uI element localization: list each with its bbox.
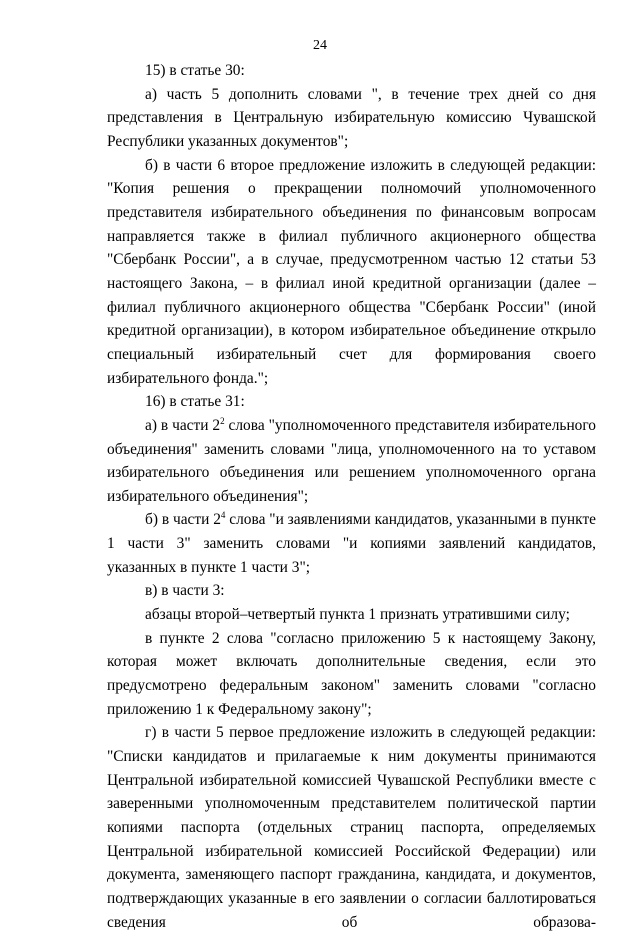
text-segment: слова "уполномоченного представителя избирательного объединения" заменить словами "лица, уполномоченного на то уставом избирательного объединения или решением уполномоченного органа избирательного объединения"; <box>107 416 597 505</box>
superscript: 2 <box>220 415 225 426</box>
text-segment: б) в части 2 <box>145 511 221 529</box>
superscript: 4 <box>220 510 226 521</box>
paragraph-article-31-heading: 16) в статье 31: <box>145 393 245 411</box>
paragraph-31-v-2: в пункте 2 слова "согласно приложению 5 к настоящему Закону, которая может включать дополнительные сведения, если это предусмотрено федеральным законом" заменить словами "согласно приложению 1 к Федеральному закону"; <box>107 629 596 718</box>
text-segment: слова "и заявлениями кандидатов, указанными в пункте 1 части 3" заменить словами "и копиями заявлений кандидатов, указанных в пункте 1 части 3"; <box>107 511 596 576</box>
document-body <box>107 59 596 934</box>
paragraph-31-b <box>107 508 596 579</box>
paragraph-31-a <box>107 414 596 509</box>
paragraph-30-b: б) в части 6 второе предложение изложить в следующей редакции: "Копия решения о прекращении полномочий уполномоченного представителя избирательного объединения по финансовым вопросам направляется также в филиал публичного акционерного общества "Сбербанк России", а в случае, предусмотренном частью 12 статьи 53 настоящего Закона, – в филиал иной кредитной организации (далее – филиал публичного акционерного общества "Сбербанк России" (иной кредитной организации), в котором избирательное объединение открыло специальный избирательный счет для формирования своего избирательного фонда."; <box>107 156 596 387</box>
paragraph-31-v: в) в части 3: <box>145 582 225 600</box>
text-segment: а) в части 2 <box>145 416 221 434</box>
paragraph-31-g <box>107 721 596 934</box>
paragraph-article-30-heading: 15) в статье 30: <box>145 62 245 79</box>
paragraph-31-v-1: абзацы второй–четвертый пункта 1 признать утратившими силу; <box>145 606 570 624</box>
page-number: 24 <box>313 38 327 53</box>
paragraph-30-a: а) часть 5 дополнить словами ", в течение трех дней со дня представления в Центральную избирательную комиссию Чувашской Республики указанных документов"; <box>107 85 596 150</box>
text-segment: г) в части 5 первое предложение изложить в следующей редакции: "Списки кандидатов и прилагаемые к ним документы принимаются Центральной избирательной комиссией Чувашской Республики вместе с заверенными уполномоченным представителем политической партии копиями паспорта (отдельных страниц паспорта, определяемых Центральной избирательной комиссией Российской Федерации) или документа, заменяющего паспорт гражданина, кандидата, и документов, подтверждающих указанные в его заявлении о согласии баллотироваться сведения об образова- <box>107 724 596 931</box>
